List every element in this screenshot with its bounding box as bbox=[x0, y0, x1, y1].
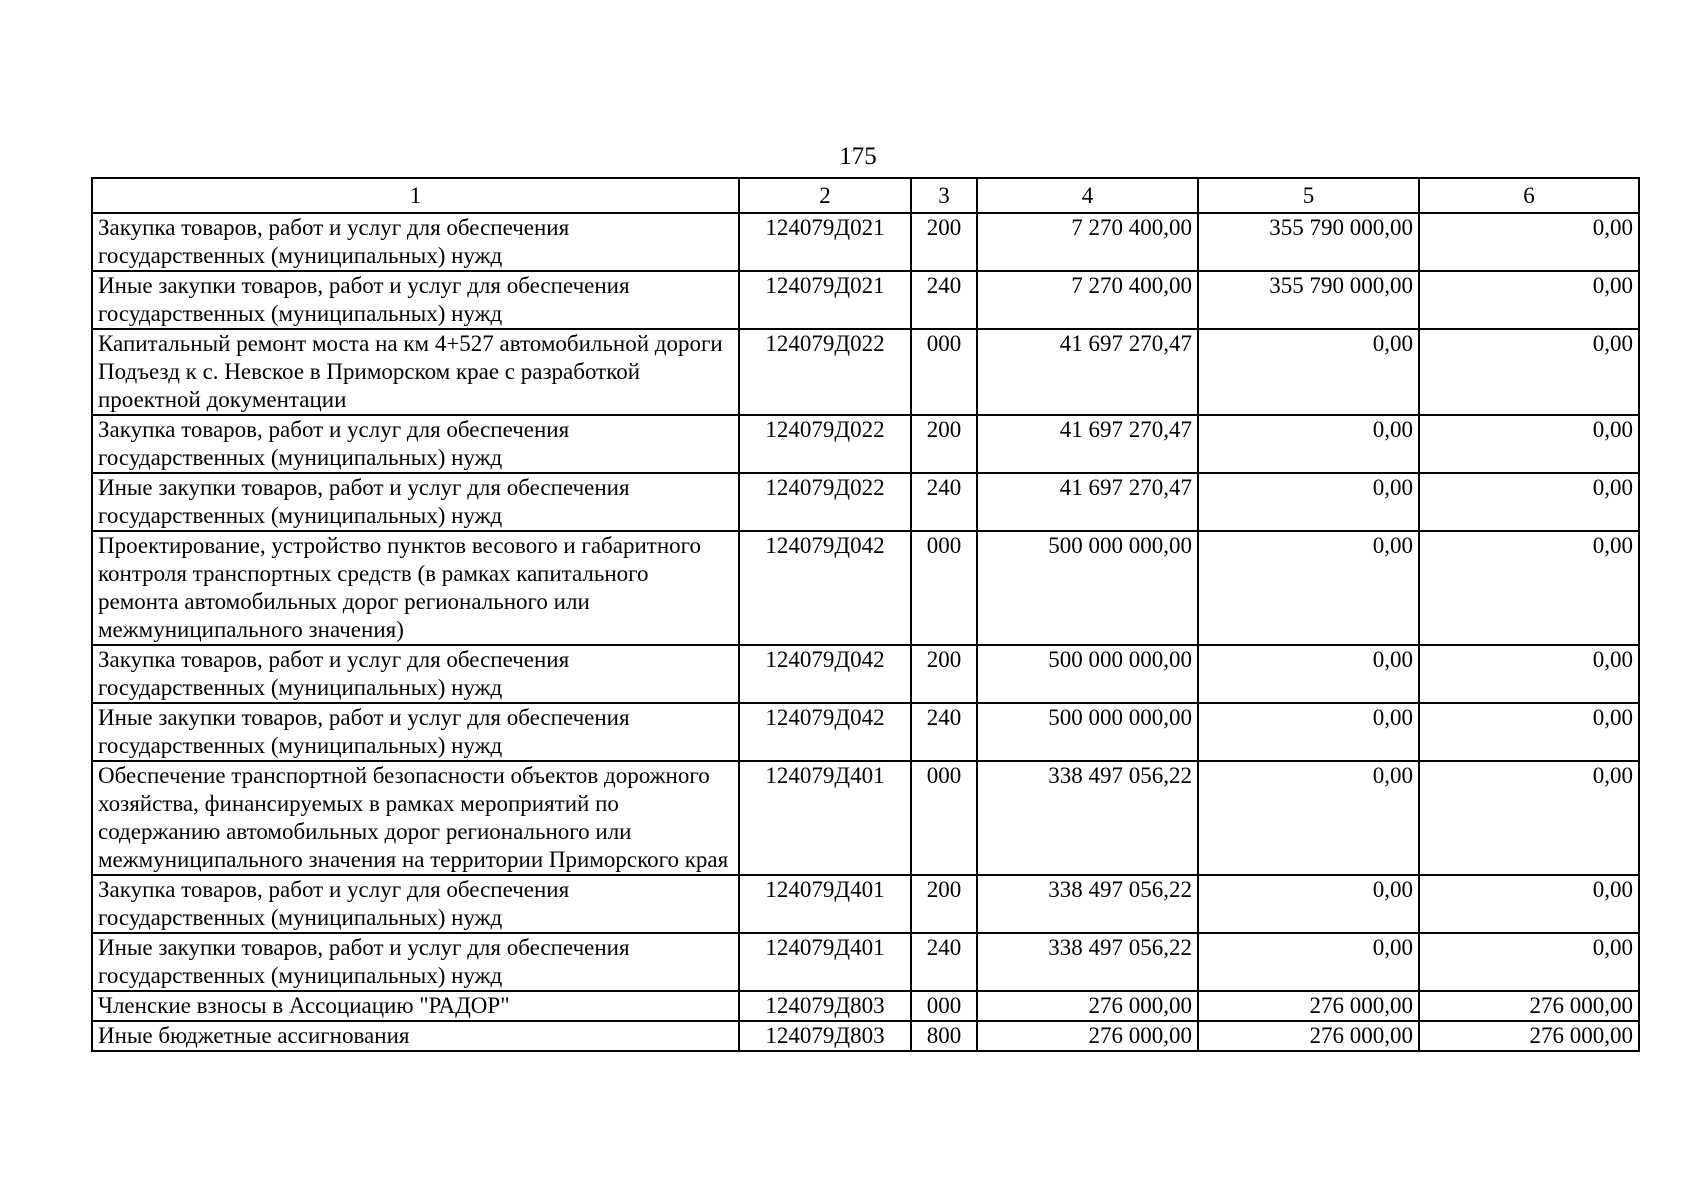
page-number: 175 bbox=[839, 143, 877, 170]
row-type: 000 bbox=[911, 991, 977, 1021]
column-header: 5 bbox=[1198, 178, 1419, 213]
row-value-4: 500 000 000,00 bbox=[977, 531, 1198, 645]
row-value-4: 41 697 270,47 bbox=[977, 329, 1198, 415]
row-type: 240 bbox=[911, 473, 977, 531]
row-code: 124079Д021 bbox=[739, 213, 911, 271]
column-header: 1 bbox=[92, 178, 739, 213]
row-value-4: 41 697 270,47 bbox=[977, 415, 1198, 473]
row-value-4: 500 000 000,00 bbox=[977, 703, 1198, 761]
row-value-5: 355 790 000,00 bbox=[1198, 213, 1419, 271]
row-code: 124079Д021 bbox=[739, 271, 911, 329]
table-row bbox=[92, 415, 1639, 473]
row-value-5: 0,00 bbox=[1198, 415, 1419, 473]
row-name: Иные закупки товаров, работ и услуг для обеспечения государственных (муниципальных) нужд bbox=[92, 703, 739, 761]
table-row bbox=[92, 213, 1639, 271]
row-name: Обеспечение транспортной безопасности объектов дорожного хозяйства, финансируемых в рамках мероприятий по содержанию автомобильных дорог регионального или межмуниципального значения на территории Приморского края bbox=[92, 761, 739, 875]
row-code: 124079Д401 bbox=[739, 933, 911, 991]
row-value-5: 0,00 bbox=[1198, 703, 1419, 761]
row-name: Закупка товаров, работ и услуг для обеспечения государственных (муниципальных) нужд bbox=[92, 213, 739, 271]
row-value-4: 338 497 056,22 bbox=[977, 875, 1198, 933]
table-row bbox=[92, 271, 1639, 329]
row-code: 124079Д803 bbox=[739, 1021, 911, 1051]
row-name: Закупка товаров, работ и услуг для обеспечения государственных (муниципальных) нужд bbox=[92, 875, 739, 933]
column-header: 6 bbox=[1419, 178, 1639, 213]
row-type: 000 bbox=[911, 531, 977, 645]
table-row bbox=[92, 473, 1639, 531]
row-value-4: 338 497 056,22 bbox=[977, 761, 1198, 875]
row-value-6: 0,00 bbox=[1419, 271, 1639, 329]
row-value-5: 0,00 bbox=[1198, 933, 1419, 991]
row-code: 124079Д042 bbox=[739, 531, 911, 645]
row-value-5: 0,00 bbox=[1198, 761, 1419, 875]
row-type: 000 bbox=[911, 329, 977, 415]
table-row bbox=[92, 933, 1639, 991]
row-value-6: 0,00 bbox=[1419, 415, 1639, 473]
row-type: 240 bbox=[911, 933, 977, 991]
row-name: Закупка товаров, работ и услуг для обеспечения государственных (муниципальных) нужд bbox=[92, 645, 739, 703]
table-row bbox=[92, 645, 1639, 703]
row-value-6: 0,00 bbox=[1419, 703, 1639, 761]
table-row bbox=[92, 531, 1639, 645]
row-value-6: 0,00 bbox=[1419, 875, 1639, 933]
row-value-4: 338 497 056,22 bbox=[977, 933, 1198, 991]
table-header-row bbox=[92, 178, 1639, 213]
row-value-4: 500 000 000,00 bbox=[977, 645, 1198, 703]
row-value-5: 0,00 bbox=[1198, 329, 1419, 415]
row-type: 240 bbox=[911, 271, 977, 329]
table-row bbox=[92, 1021, 1639, 1051]
row-code: 124079Д401 bbox=[739, 875, 911, 933]
row-value-6: 0,00 bbox=[1419, 933, 1639, 991]
row-value-5: 0,00 bbox=[1198, 875, 1419, 933]
row-value-4: 276 000,00 bbox=[977, 1021, 1198, 1051]
row-value-6: 0,00 bbox=[1419, 645, 1639, 703]
row-code: 124079Д803 bbox=[739, 991, 911, 1021]
column-header: 2 bbox=[739, 178, 911, 213]
row-value-4: 7 270 400,00 bbox=[977, 213, 1198, 271]
row-value-5: 276 000,00 bbox=[1198, 991, 1419, 1021]
row-name: Капитальный ремонт моста на км 4+527 автомобильной дороги Подъезд к с. Невское в Приморском крае с разработкой проектной документации bbox=[92, 329, 739, 415]
row-type: 200 bbox=[911, 213, 977, 271]
row-value-5: 0,00 bbox=[1198, 473, 1419, 531]
row-value-6: 0,00 bbox=[1419, 213, 1639, 271]
row-value-6: 0,00 bbox=[1419, 329, 1639, 415]
row-value-5: 0,00 bbox=[1198, 645, 1419, 703]
row-value-5: 0,00 bbox=[1198, 531, 1419, 645]
row-name: Иные закупки товаров, работ и услуг для обеспечения государственных (муниципальных) нужд bbox=[92, 473, 739, 531]
row-type: 200 bbox=[911, 875, 977, 933]
row-code: 124079Д042 bbox=[739, 703, 911, 761]
row-value-6: 276 000,00 bbox=[1419, 1021, 1639, 1051]
table-row bbox=[92, 761, 1639, 875]
table-row bbox=[92, 991, 1639, 1021]
table-row bbox=[92, 875, 1639, 933]
row-code: 124079Д022 bbox=[739, 329, 911, 415]
table-row bbox=[92, 329, 1639, 415]
row-name: Закупка товаров, работ и услуг для обеспечения государственных (муниципальных) нужд bbox=[92, 415, 739, 473]
row-code: 124079Д022 bbox=[739, 473, 911, 531]
row-type: 200 bbox=[911, 645, 977, 703]
row-value-6: 276 000,00 bbox=[1419, 991, 1639, 1021]
row-type: 200 bbox=[911, 415, 977, 473]
row-name: Членские взносы в Ассоциацию "РАДОР" bbox=[92, 991, 739, 1021]
budget-table bbox=[91, 177, 1640, 1052]
row-code: 124079Д401 bbox=[739, 761, 911, 875]
table-row bbox=[92, 703, 1639, 761]
row-type: 000 bbox=[911, 761, 977, 875]
row-code: 124079Д022 bbox=[739, 415, 911, 473]
row-code: 124079Д042 bbox=[739, 645, 911, 703]
row-value-4: 7 270 400,00 bbox=[977, 271, 1198, 329]
row-value-4: 276 000,00 bbox=[977, 991, 1198, 1021]
row-value-6: 0,00 bbox=[1419, 531, 1639, 645]
column-header: 4 bbox=[977, 178, 1198, 213]
row-name: Иные бюджетные ассигнования bbox=[92, 1021, 739, 1051]
row-value-5: 276 000,00 bbox=[1198, 1021, 1419, 1051]
column-header: 3 bbox=[911, 178, 977, 213]
row-name: Иные закупки товаров, работ и услуг для обеспечения государственных (муниципальных) нужд bbox=[92, 271, 739, 329]
row-value-6: 0,00 bbox=[1419, 473, 1639, 531]
row-type: 800 bbox=[911, 1021, 977, 1051]
row-value-4: 41 697 270,47 bbox=[977, 473, 1198, 531]
row-type: 240 bbox=[911, 703, 977, 761]
row-name: Проектирование, устройство пунктов весового и габаритного контроля транспортных средств (в рамках капитального ремонта автомобильных дорог регионального или межмуниципального значения) bbox=[92, 531, 739, 645]
row-value-5: 355 790 000,00 bbox=[1198, 271, 1419, 329]
row-value-6: 0,00 bbox=[1419, 761, 1639, 875]
row-name: Иные закупки товаров, работ и услуг для обеспечения государственных (муниципальных) нужд bbox=[92, 933, 739, 991]
